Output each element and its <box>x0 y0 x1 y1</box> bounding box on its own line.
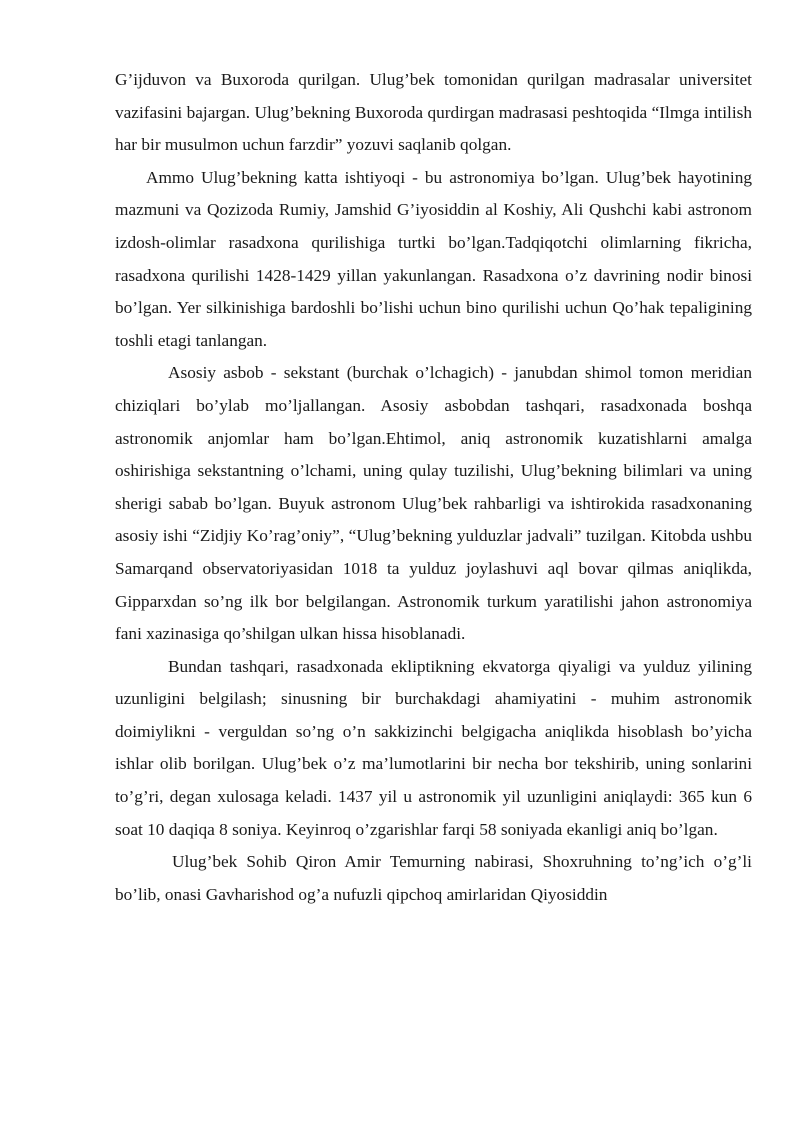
paragraph-ekliptika: Bundan tashqari, rasadxonada ekliptikning ekvatorga qiyaligi va yulduz yilining uzunligini belgilash; sinusning bir burchakdagi ahamiyatini - muhim astronomik doimiylikni - verguldan so’ng o’n sakkizinchi belgigacha aniqlikda hisoblash bo’yicha ishlar olib borilgan. Ulug’bek o’z ma’lumotlarini bir necha bor tekshirib, uning sonlarini to’g’ri, degan xulosaga keladi. 1437 yil u astronomik yil uzunligini aniqlaydi: 365 kun 6 soat 10 daqiqa 8 soniya. Keyinroq o’zgarishlar farqi 58 soniyada ekanligi aniq bo’lgan. <box>115 656 752 839</box>
paragraph-sekstant: Asosiy asbob - sekstant (burchak o’lchagich) - janubdan shimol tomon meridian chiziqlari bo’ylab mo’ljallangan. Asosiy asbobdan tashqari, rasadxonada boshqa astronomik anjomlar ham bo’lgan.Ehtimol, aniq astronomik kuzatishlarni amalga oshirishiga sekstantning o’lchami, uning qulay tuzilishi, Ulug’bekning bilimlari va uning sherigi sabab bo’lgan. Buyuk astronom Ulug’bek rahbarligi va ishtirokida rasadxonaning asosiy ishi “Zidjiy Ko’rag’oniy”, “Ulug’bekning yulduzlar jadvali” tuzilgan. Kitobda ushbu Samarqand observatoriyasidan 1018 ta yulduz joylashuvi aql bovar qilmas aniqlikda, Gipparxdan so’ng ilk bor belgilangan. Astronomik turkum yaratilishi jahon astronomiya fani xazinasiga qo’shilgan ulkan hissa hisoblanadi. <box>115 363 752 644</box>
paragraph-madrasalar: G’ijduvon va Buxoroda qurilgan. Ulug’bek tomonidan qurilgan madrasalar universitet vazifasini bajargan. Ulug’bekning Buxoroda qurdirgan madrasasi peshtoqida “Ilmga intilish har bir musulmon uchun farzdir” yozuvi saqlanib qolgan. <box>115 70 752 155</box>
paragraph-astronomiya: Ammo Ulug’bekning katta ishtiyoqi - bu astronomiya bo’lgan. Ulug’bek hayotining mazmuni va Qozizoda Rumiy, Jamshid G’iyosiddin al Koshiy, Ali Qushchi kabi astronom izdosh-olimlar rasadxona qurilishiga turtki bo’lgan.Tadqiqotchi olimlarning fikricha, rasadxona qurilishi 1428-1429 yillan yakunlangan. Rasadxona o’z davrining nodir binosi bo’lgan. Yer silkinishiga bardoshli bo’lishi uchun bino qurilishi uchun Qo’hak tepaligining toshli etagi tanlangan. <box>115 167 752 350</box>
document-page <box>115 64 752 911</box>
paragraph-nasab: Ulug’bek Sohib Qiron Amir Temurning nabirasi, Shoxruhning to’ng’ich o’g’li bo’lib, onasi Gavharishod og’a nufuzli qipchoq amirlaridan Qiyosiddin <box>115 852 752 904</box>
